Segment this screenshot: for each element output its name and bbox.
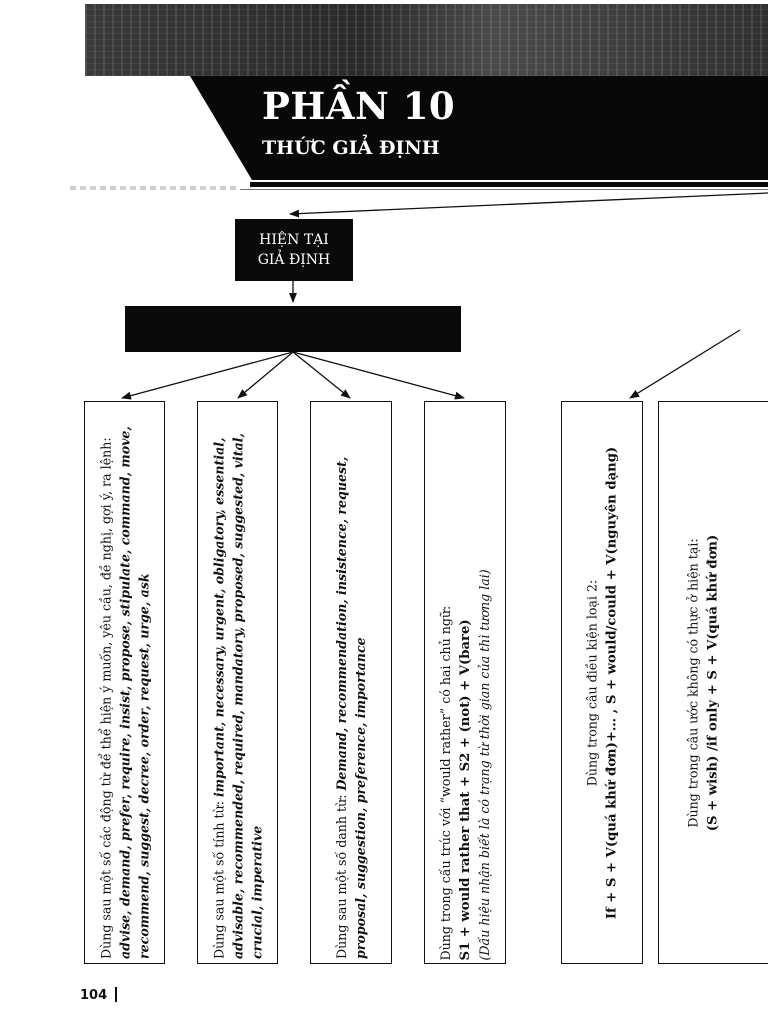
arrow-to-box-5 (630, 330, 740, 398)
usage-box-would-rather (424, 401, 506, 964)
usage-box-wish (658, 401, 768, 964)
box-intro: Dùng trong câu ước không có thực ở hiện tại: (685, 537, 701, 828)
scan-smudge (70, 186, 240, 190)
section-subtitle: THỨC GIẢ ĐỊNH (262, 137, 440, 159)
box-word-list: advise, demand, prefer, require, insist, propose, stipulate, command, move, recommend, suggest, decree, order, request, urge, ask (117, 425, 151, 959)
present-node-line-2: GIẢ ĐỊNH (257, 252, 331, 268)
page-number: 104 (80, 988, 108, 1003)
arrow-to-box-1 (122, 352, 293, 398)
arrow-to-present-node (290, 193, 768, 214)
arrow-to-box-2 (238, 352, 293, 398)
present-subjunctive-node (235, 219, 353, 281)
present-node-line-1: HIỆN TẠI (259, 232, 329, 248)
box-intro: Dùng trong câu điều kiện loại 2: (584, 579, 600, 786)
category-bar-node (125, 306, 461, 352)
page-number-separator (115, 987, 117, 1002)
box-formula: (S + wish) /if only + S + V(quá khứ đơn) (705, 534, 721, 831)
usage-box-adjectives (197, 401, 278, 964)
box-intro: Dùng sau một số danh từ: (334, 794, 349, 959)
arrow-to-box-4 (293, 352, 464, 398)
usage-box-verbs (84, 401, 165, 964)
box-word-list: important, necessary, urgent, obligatory, essential, advisable, recommended, required, mandatory, proposed, suggested, vital, crucial, imperative (211, 432, 264, 959)
usage-box-conditional (561, 401, 643, 964)
header-underline (250, 182, 768, 187)
box-intro: Dùng sau một số các động từ để thể hiện ý muốn, yêu cầu, đề nghị, gợi ý, ra lệnh: (98, 436, 113, 959)
header-texture-strip (85, 4, 768, 76)
usage-box-nouns (310, 401, 392, 964)
section-title: PHẦN 10 (262, 84, 456, 128)
box-formula: S1 + would rather that + S2 + (not) + V(bare) (458, 618, 473, 960)
box-intro: Dùng trong cấu trúc với “would rather” có hai chủ ngữ: (438, 605, 453, 960)
box-note: (Dấu hiệu nhận biết là có trạng từ thời gian của thì tương lai) (477, 568, 492, 960)
arrow-to-box-3 (293, 352, 350, 398)
box-word-list: Demand, recommendation, insistence, request, proposal, suggestion, preference, importance (334, 456, 368, 959)
box-formula: If + S + V(quá khứ đơn)+… , S + would/could + V(nguyên dạng) (604, 446, 620, 919)
header-underline-thin (240, 189, 768, 190)
box-intro: Dùng sau một số tính từ: (211, 800, 226, 959)
